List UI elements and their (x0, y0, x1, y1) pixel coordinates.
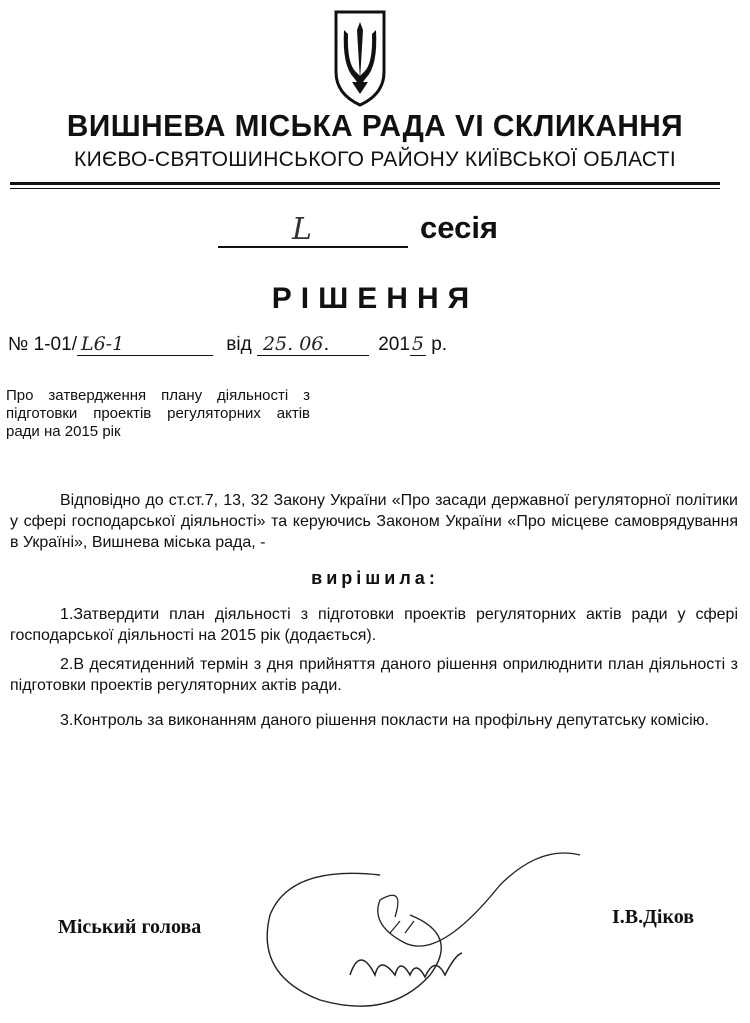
handwritten-signature (200, 825, 600, 1015)
trident-coat-of-arms-icon (330, 8, 390, 108)
decision-year-digit: 5 (411, 333, 424, 355)
preamble-paragraph: Відповідно до ст.ст.7, 13, 32 Закону України «Про засади державної регуляторної політики у сфері господарської діяльності» та керуючись Законом України «Про місцеве самоврядування в Україні», Вишнева міська рада, - (10, 492, 738, 551)
header-divider-thin (10, 188, 720, 189)
number-prefix: № 1-01/ (8, 334, 77, 355)
session-number: L (292, 212, 312, 247)
year-prefix: 201 (378, 334, 410, 355)
decision-number-row (8, 333, 447, 356)
resolution-item-1: 1.Затвердити план діяльності з підготовки проектів регуляторних актів ради у сфері господарської діяльності на 2015 рік (додається). (10, 606, 738, 644)
session-underline (218, 246, 408, 248)
decision-subject: Про затвердження плану діяльності з підготовки проектів регуляторних актів ради на 2015 рік (6, 387, 310, 440)
session-label: сесія (420, 210, 499, 245)
district-line: КИЄВО-СВЯТОШИНСЬКОГО РАЙОНУ КИЇВСЬКОЇ ОБЛАСТІ (74, 148, 676, 171)
signatory-role: Міський голова (58, 916, 202, 938)
year-suffix: р. (431, 334, 448, 355)
decided-heading: вирішила: (311, 568, 439, 588)
decision-number: L6-1 (77, 333, 213, 356)
date-label: від (226, 334, 252, 355)
header-divider-thick (10, 182, 720, 185)
resolution-item-2: 2.В десятиденний термін з дня прийняття даного рішення оприлюднити план діяльності з підготовки проектів регуляторних актів ради. (10, 656, 738, 694)
signatory-name: І.В.Діков (612, 906, 695, 928)
document-title: РІШЕННЯ (271, 282, 479, 315)
council-name: ВИШНЕВА МІСЬКА РАДА VI СКЛИКАННЯ (66, 108, 684, 143)
resolution-item-3: 3.Контроль за виконанням даного рішення покласти на профільну депутатську комісію. (60, 712, 710, 729)
decision-date: 25. 06. (257, 333, 369, 356)
